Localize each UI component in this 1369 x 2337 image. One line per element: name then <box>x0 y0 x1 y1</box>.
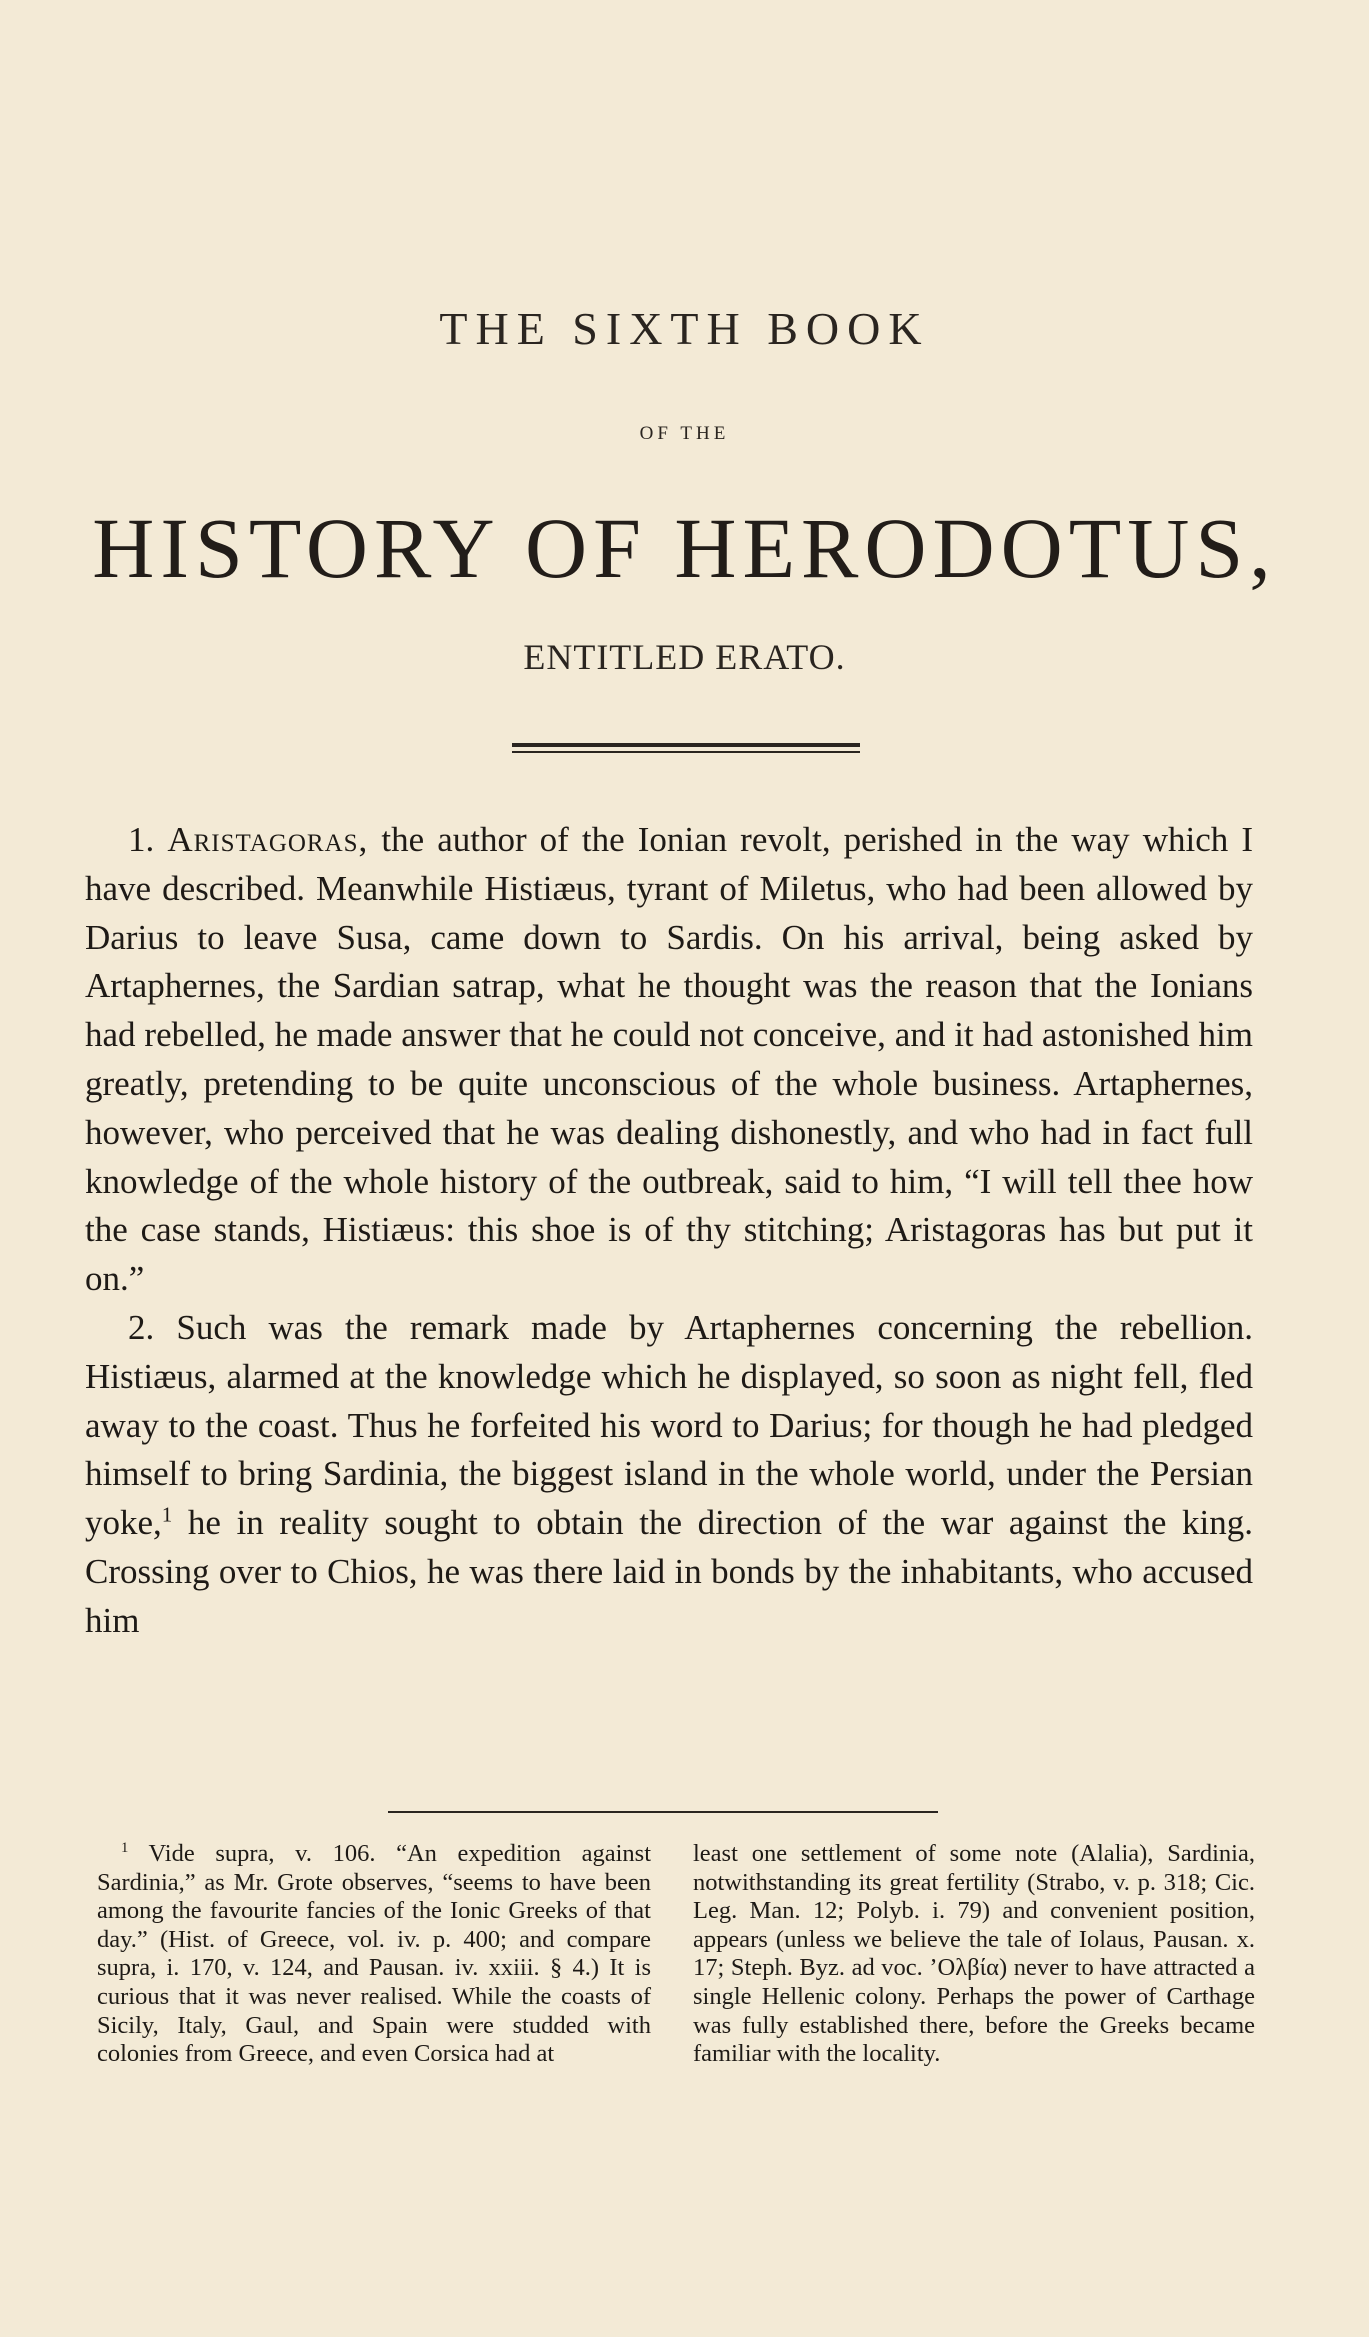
of-the-label: OF THE <box>639 423 730 444</box>
footnote-right-column <box>693 1840 1255 2069</box>
footnote-divider <box>388 1811 938 1813</box>
title-divider <box>512 743 860 753</box>
paragraph-lead: Aristagoras, <box>167 820 369 859</box>
page-subtitle: ENTITLED ERATO. <box>523 637 846 677</box>
page-title: HISTORY OF HERODOTUS, <box>92 500 1277 596</box>
footnote-text-left: Vide supra, v. 106. “An expedition against Sardinia,” as Mr. Grote observes, “seems to have been among the favourite fancies of the Ionic Greeks of that day.” (Hist. of Greece, vol. iv. p. 400; and compare supra, i. 170, v. 124, and Pausan. iv. xxiii. § 4.) It is curious that it was never realised. While the coasts of Sicily, Italy, Gaul, and Spain were studded with colonies from Greece, and even Corsica had at <box>97 1840 652 2068</box>
paragraph-text: the author of the Ionian revolt, perished in the way which I have described. Meanwhile Histiæus, tyrant of Miletus, who had been allowed by Darius to leave Susa, came down to Sardis. On his arrival, being asked by Artaphernes, the Sardian satrap, what he thought was the reason that the Ionians had rebelled, he made answer that he could not conceive, and it had astonished him greatly, pretending to be quite unconscious of the whole business. Artaphernes, however, who perceived that he was dealing dishonestly, and who had in fact full knowledge of the whole history of the outbreak, said to him, “I will tell thee how the case stands, Histiæus: this shoe is of thy stitching; Aristagoras has but put it on.” <box>85 820 1253 1299</box>
paragraph-text: Such was the remark made by Artaphernes concerning the rebellion. Histiæus, alarmed at the knowledge which he displayed, so soon as night fell, fled away to the coast. Thus he forfeited his word to Darius; for though he had pledged himself to bring Sardinia, the biggest island in the whole world, under the Persian yoke, <box>85 1307 1253 1543</box>
main-text <box>85 816 1253 1646</box>
footnote-left-column <box>97 1840 651 2069</box>
footnote-reference: 1 <box>161 1502 173 1527</box>
paragraph-1 <box>85 816 1253 1304</box>
paragraph-2 <box>85 1304 1253 1646</box>
paragraph-number: 2. <box>128 1307 155 1347</box>
book-heading: THE SIXTH BOOK <box>439 303 930 354</box>
footnote-text-right: least one settlement of some note (Alalia), Sardinia, notwithstanding its great fertility (Strabo, v. p. 318; Cic. Leg. Man. 12; Polyb. i. 79) and convenient position, appears (unless we believe the tale of Iolaus, Pausan. x. 17; Steph. Byz. ad voc. ’Ολβία) never to have attracted a single Hellenic colony. Perhaps the power of Carthage was fully established there, before the Greeks became familiar with the locality. <box>693 1840 1255 2068</box>
paragraph-number: 1. <box>128 820 155 859</box>
paragraph-text-continued: he in reality sought to obtain the direction of the war against the king. Crossing over to Chios, he was there laid in bonds by the inhabitants, who accused him <box>85 1503 1253 1640</box>
footnote-marker: 1 <box>121 1839 129 1856</box>
